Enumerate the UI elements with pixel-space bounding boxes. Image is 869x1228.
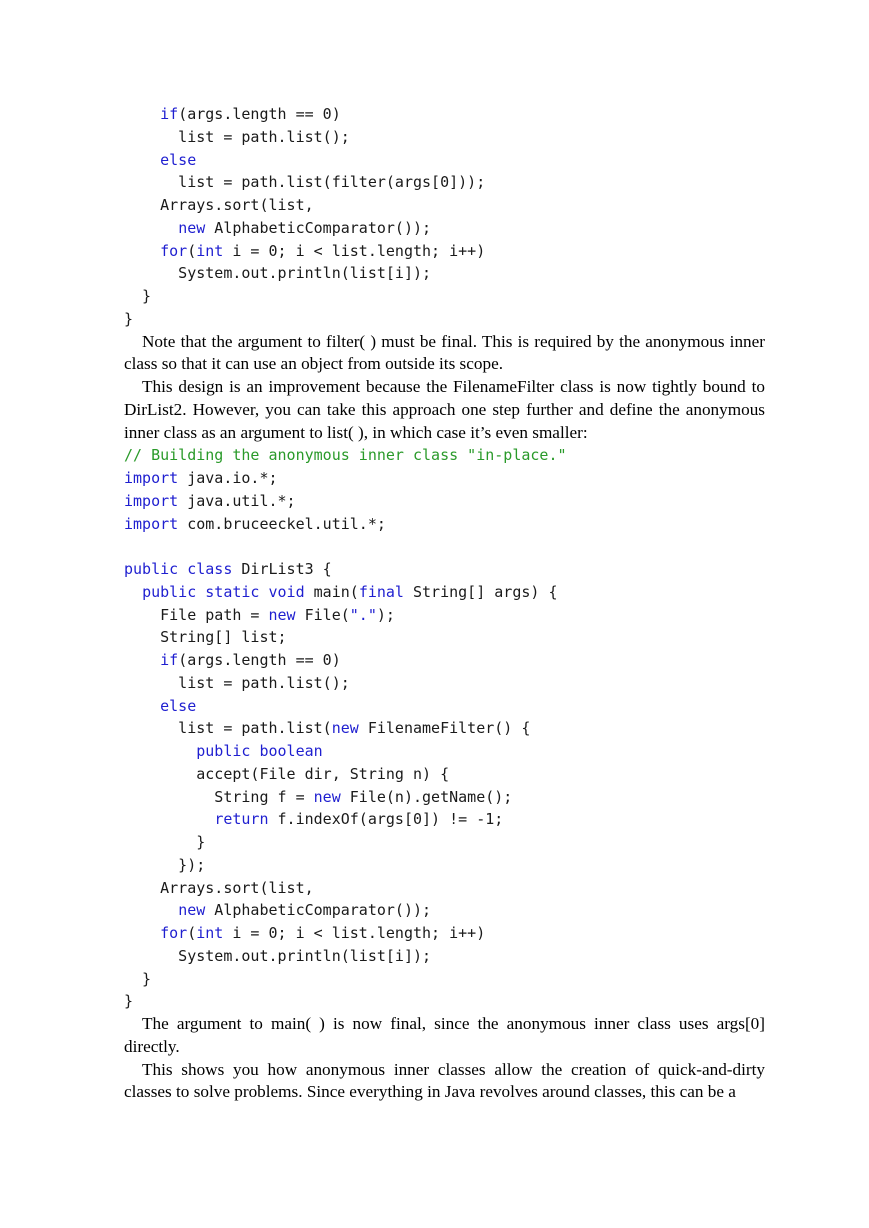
- code-text: System.out.println(list[i]);: [124, 946, 432, 965]
- code-text: [124, 105, 160, 123]
- code-text: );: [376, 605, 395, 624]
- code-line: [124, 649, 765, 672]
- code-text: AlphabeticComparator());: [205, 218, 432, 237]
- code-line: [124, 126, 765, 149]
- code-line: [124, 149, 765, 172]
- code-keyword: import: [124, 469, 179, 487]
- code-line: [124, 308, 765, 331]
- code-keyword: new: [313, 787, 341, 806]
- code-text: String f =: [124, 787, 314, 806]
- code-line: [124, 763, 765, 786]
- code-keyword: new: [178, 218, 206, 237]
- code-text: File(n).getName();: [340, 787, 513, 806]
- code-line: [124, 262, 765, 285]
- paragraph-design-improvement-wrapper: [124, 376, 765, 444]
- code-keyword: public: [142, 582, 197, 601]
- code-text: [124, 583, 142, 601]
- code-line: [124, 103, 765, 126]
- code-line: [124, 968, 765, 991]
- code-keyword: class: [187, 560, 233, 578]
- code-text: [124, 651, 160, 669]
- code-block-dirlist2-tail: [124, 103, 765, 331]
- code-text: System.out.println(list[i]);: [124, 264, 432, 283]
- code-text: [124, 924, 160, 942]
- code-line: [124, 899, 765, 922]
- code-keyword: for: [160, 924, 188, 942]
- code-text: [196, 583, 205, 601]
- paragraph-main-final-wrapper: [124, 1013, 765, 1059]
- code-line: [124, 945, 765, 968]
- code-text: [124, 697, 160, 715]
- code-line: [124, 695, 765, 718]
- code-line: [124, 217, 765, 240]
- code-text: f.indexOf(args[0]) != -1;: [268, 810, 504, 829]
- code-keyword: new: [268, 605, 296, 624]
- code-line: [124, 990, 765, 1013]
- code-text: (args.length == 0): [178, 651, 341, 669]
- code-line: [124, 444, 765, 467]
- code-keyword: int: [196, 241, 224, 260]
- code-line: [124, 922, 765, 945]
- code-text: AlphabeticComparator());: [205, 901, 432, 920]
- code-text: [124, 219, 178, 237]
- code-text: list = path.list();: [124, 127, 350, 146]
- code-text: }: [124, 287, 152, 305]
- paragraph-quick-and-dirty-wrapper: [124, 1059, 765, 1105]
- code-keyword: public: [124, 560, 179, 578]
- code-keyword: new: [331, 719, 359, 738]
- code-line: [124, 285, 765, 308]
- code-line: [124, 581, 765, 604]
- code-keyword: ".": [349, 605, 377, 624]
- code-text: com.bruceeckel.util.*;: [178, 514, 386, 533]
- code-line: [124, 626, 765, 649]
- code-text: main(: [304, 582, 359, 601]
- code-keyword: int: [196, 924, 224, 942]
- code-text: }: [124, 309, 134, 328]
- code-line: [124, 467, 765, 490]
- code-keyword: if: [160, 651, 179, 669]
- code-line: [124, 604, 765, 627]
- code-line: [124, 854, 765, 877]
- code-text: [259, 583, 268, 601]
- code-line: [124, 831, 765, 854]
- code-keyword: public: [196, 742, 251, 760]
- code-line: [124, 672, 765, 695]
- code-text: list = path.list();: [124, 673, 350, 692]
- code-text: list = path.list(filter(args[0]));: [124, 173, 486, 192]
- code-keyword: boolean: [259, 742, 323, 760]
- code-line: [124, 558, 765, 581]
- code-text: Arrays.sort(list,: [124, 878, 314, 897]
- code-line: [124, 877, 765, 900]
- document-page: [124, 103, 765, 1104]
- code-line: [124, 490, 765, 513]
- code-line: [124, 717, 765, 740]
- code-text: accept(File dir, String n) {: [124, 764, 450, 783]
- code-keyword: void: [268, 582, 305, 601]
- code-keyword: static: [205, 582, 260, 601]
- code-text: File path =: [124, 605, 269, 624]
- code-text: FilenameFilter() {: [358, 719, 531, 738]
- code-text: (: [187, 241, 197, 260]
- code-text: (args.length == 0): [178, 105, 341, 123]
- paragraph-final-argument: Note that the argument to filter( ) must be final. This is required by the anonymous inner class so that it can use an object from outside its scope.: [124, 331, 765, 374]
- code-text: i = 0; i < list.length; i++): [223, 924, 486, 942]
- code-keyword: final: [358, 582, 404, 601]
- code-text: [124, 151, 160, 169]
- code-text: File(: [295, 605, 350, 624]
- code-text: [124, 242, 160, 260]
- code-line: [124, 240, 765, 263]
- code-text: }: [124, 969, 152, 988]
- code-line: [124, 194, 765, 217]
- paragraph-main-final: The argument to main( ) is now final, since the anonymous inner class uses args[0] directly.: [124, 1014, 765, 1056]
- code-keyword: import: [124, 514, 179, 533]
- code-keyword: return: [214, 810, 269, 829]
- code-text: [124, 901, 178, 919]
- code-text: }: [124, 833, 206, 851]
- code-line: [124, 513, 765, 536]
- code-line: [124, 786, 765, 809]
- code-text: list = path.list(: [124, 719, 332, 738]
- code-text: java.io.*;: [178, 469, 278, 487]
- code-keyword: new: [178, 901, 206, 920]
- code-comment: // Building the anonymous inner class "in-place.": [124, 446, 567, 465]
- code-block-dirlist3: [124, 444, 765, 1013]
- paragraph-final-argument-wrapper: [124, 331, 765, 377]
- code-line: [124, 171, 765, 194]
- code-text: java.util.*;: [178, 491, 296, 510]
- code-text: [124, 810, 214, 828]
- code-text: i = 0; i < list.length; i++): [223, 241, 486, 260]
- code-text: String[] list;: [124, 628, 287, 647]
- code-text: Arrays.sort(list,: [124, 196, 314, 214]
- code-text: });: [124, 855, 206, 874]
- code-keyword: else: [160, 150, 197, 169]
- code-text: [124, 742, 196, 760]
- code-text: DirList3 {: [232, 560, 332, 578]
- code-text: [178, 560, 187, 578]
- code-line: [124, 740, 765, 763]
- code-keyword: import: [124, 491, 179, 510]
- code-text: }: [124, 992, 134, 1011]
- code-keyword: if: [160, 105, 179, 123]
- code-line: [124, 535, 765, 558]
- code-keyword: else: [160, 696, 197, 715]
- paragraph-quick-and-dirty: This shows you how anonymous inner classes allow the creation of quick-and-dirty classes to solve problems. Since everything in Java revolves around classes, this can be a: [124, 1059, 765, 1102]
- paragraph-design-improvement: This design is an improvement because the FilenameFilter class is now tightly bound to DirList2. However, you can take this approach one step further and define the anonymous inner class as an argument to list( ), in which case it’s even smaller:: [124, 377, 765, 442]
- code-text: (: [187, 924, 197, 942]
- code-keyword: for: [160, 241, 188, 260]
- code-text: String[] args) {: [403, 582, 558, 601]
- code-line: [124, 808, 765, 831]
